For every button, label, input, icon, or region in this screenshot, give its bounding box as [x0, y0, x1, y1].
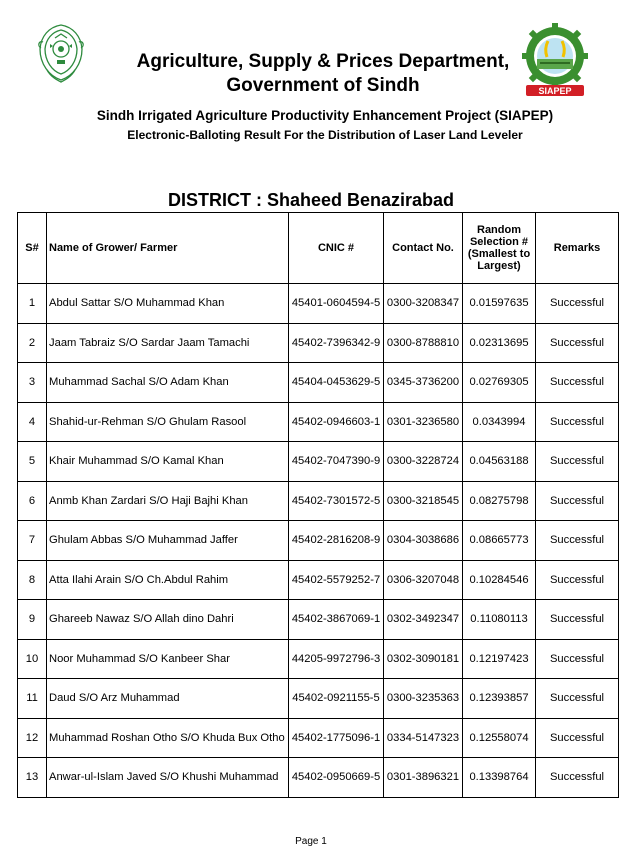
cell-cnic: 45402-7047390-9: [289, 442, 384, 482]
table-row: [18, 639, 619, 679]
table-row: [18, 284, 619, 324]
cell-contact: 0300-3208347: [384, 284, 463, 324]
table-row: [18, 363, 619, 403]
cell-cnic: 45402-7301572-5: [289, 481, 384, 521]
cell-sn: 6: [18, 481, 47, 521]
header-cnic: CNIC #: [289, 213, 384, 284]
cell-name: Khair Muhammad S/O Kamal Khan: [47, 442, 289, 482]
cell-remarks: Successful: [536, 323, 619, 363]
cell-cnic: 45402-7396342-9: [289, 323, 384, 363]
cell-random-selection: 0.13398764: [463, 758, 536, 798]
cell-cnic: 45402-0950669-5: [289, 758, 384, 798]
cell-random-selection: 0.02313695: [463, 323, 536, 363]
cell-sn: 8: [18, 560, 47, 600]
cell-contact: 0300-3218545: [384, 481, 463, 521]
table-row: [18, 718, 619, 758]
cell-contact: 0304-3038686: [384, 521, 463, 561]
cell-random-selection: 0.04563188: [463, 442, 536, 482]
cell-remarks: Successful: [536, 639, 619, 679]
cell-remarks: Successful: [536, 481, 619, 521]
table-row: [18, 481, 619, 521]
cell-remarks: Successful: [536, 600, 619, 640]
cell-random-selection: 0.0343994: [463, 402, 536, 442]
header-sn: S#: [18, 213, 47, 284]
cell-remarks: Successful: [536, 363, 619, 403]
cell-random-selection: 0.12558074: [463, 718, 536, 758]
table-row: [18, 521, 619, 561]
cell-cnic: 45401-0604594-5: [289, 284, 384, 324]
cell-remarks: Successful: [536, 284, 619, 324]
cell-sn: 12: [18, 718, 47, 758]
cell-name: Muhammad Roshan Otho S/O Khuda Bux Otho: [47, 718, 289, 758]
cell-name: Ghulam Abbas S/O Muhammad Jaffer: [47, 521, 289, 561]
cell-cnic: 45402-1775096-1: [289, 718, 384, 758]
cell-sn: 1: [18, 284, 47, 324]
cell-name: Abdul Sattar S/O Muhammad Khan: [47, 284, 289, 324]
table-row: [18, 323, 619, 363]
cell-random-selection: 0.10284546: [463, 560, 536, 600]
cell-cnic: 45402-2816208-9: [289, 521, 384, 561]
department-title: Agriculture, Supply & Prices Department,: [136, 51, 510, 72]
cell-contact: 0301-3896321: [384, 758, 463, 798]
table-row: [18, 402, 619, 442]
cell-remarks: Successful: [536, 442, 619, 482]
cell-cnic: 45404-0453629-5: [289, 363, 384, 403]
header-name: Name of Grower/ Farmer: [47, 213, 289, 284]
cell-sn: 13: [18, 758, 47, 798]
cell-sn: 5: [18, 442, 47, 482]
cell-contact: 0306-3207048: [384, 560, 463, 600]
project-title: Sindh Irrigated Agriculture Productivity Enhancement Project (SIAPEP): [96, 108, 554, 123]
cell-name: Ghareeb Nawaz S/O Allah dino Dahri: [47, 600, 289, 640]
cell-sn: 3: [18, 363, 47, 403]
header-contact: Contact No.: [384, 213, 463, 284]
cell-cnic: 44205-9972796-3: [289, 639, 384, 679]
cell-name: Noor Muhammad S/O Kanbeer Shar: [47, 639, 289, 679]
cell-name: Shahid-ur-Rehman S/O Ghulam Rasool: [47, 402, 289, 442]
cell-random-selection: 0.08665773: [463, 521, 536, 561]
cell-random-selection: 0.11080113: [463, 600, 536, 640]
cell-remarks: Successful: [536, 402, 619, 442]
cell-random-selection: 0.12393857: [463, 679, 536, 719]
cell-contact: 0300-3228724: [384, 442, 463, 482]
cell-contact: 0301-3236580: [384, 402, 463, 442]
cell-name: Anwar-ul-Islam Javed S/O Khushi Muhammad: [47, 758, 289, 798]
cell-remarks: Successful: [536, 758, 619, 798]
cell-cnic: 45402-0921155-5: [289, 679, 384, 719]
cell-random-selection: 0.01597635: [463, 284, 536, 324]
table-row: [18, 560, 619, 600]
cell-contact: 0300-3235363: [384, 679, 463, 719]
cell-contact: 0302-3090181: [384, 639, 463, 679]
header-random-selection: Random Selection # (Smallest to Largest): [463, 213, 536, 284]
document-subtitle: Electronic-Balloting Result For the Distribution of Laser Land Leveler: [127, 128, 523, 142]
cell-sn: 9: [18, 600, 47, 640]
district-heading: DISTRICT : Shaheed Benazirabad: [167, 190, 455, 210]
header-remarks: Remarks: [536, 213, 619, 284]
cell-random-selection: 0.08275798: [463, 481, 536, 521]
cell-contact: 0300-8788810: [384, 323, 463, 363]
cell-contact: 0345-3736200: [384, 363, 463, 403]
cell-sn: 10: [18, 639, 47, 679]
table-header-row: [18, 213, 619, 284]
cell-sn: 11: [18, 679, 47, 719]
siapep-logo-text: SIAPEP: [538, 86, 572, 96]
cell-sn: 4: [18, 402, 47, 442]
cell-remarks: Successful: [536, 560, 619, 600]
cell-contact: 0334-5147323: [384, 718, 463, 758]
cell-cnic: 45402-3867069-1: [289, 600, 384, 640]
cell-cnic: 45402-0946603-1: [289, 402, 384, 442]
table-row: [18, 679, 619, 719]
cell-random-selection: 0.02769305: [463, 363, 536, 403]
cell-name: Daud S/O Arz Muhammad: [47, 679, 289, 719]
table-row: [18, 600, 619, 640]
balloting-result-table: [17, 212, 619, 798]
cell-cnic: 45402-5579252-7: [289, 560, 384, 600]
cell-random-selection: 0.12197423: [463, 639, 536, 679]
page-number: Page 1: [295, 836, 327, 847]
cell-contact: 0302-3492347: [384, 600, 463, 640]
cell-sn: 7: [18, 521, 47, 561]
cell-sn: 2: [18, 323, 47, 363]
cell-name: Jaam Tabraiz S/O Sardar Jaam Tamachi: [47, 323, 289, 363]
cell-name: Anmb Khan Zardari S/O Haji Bajhi Khan: [47, 481, 289, 521]
cell-remarks: Successful: [536, 718, 619, 758]
table-row: [18, 758, 619, 798]
cell-name: Atta Ilahi Arain S/O Ch.Abdul Rahim: [47, 560, 289, 600]
cell-name: Muhammad Sachal S/O Adam Khan: [47, 363, 289, 403]
cell-remarks: Successful: [536, 679, 619, 719]
table-row: [18, 442, 619, 482]
government-title: Government of Sindh: [226, 75, 420, 96]
cell-remarks: Successful: [536, 521, 619, 561]
